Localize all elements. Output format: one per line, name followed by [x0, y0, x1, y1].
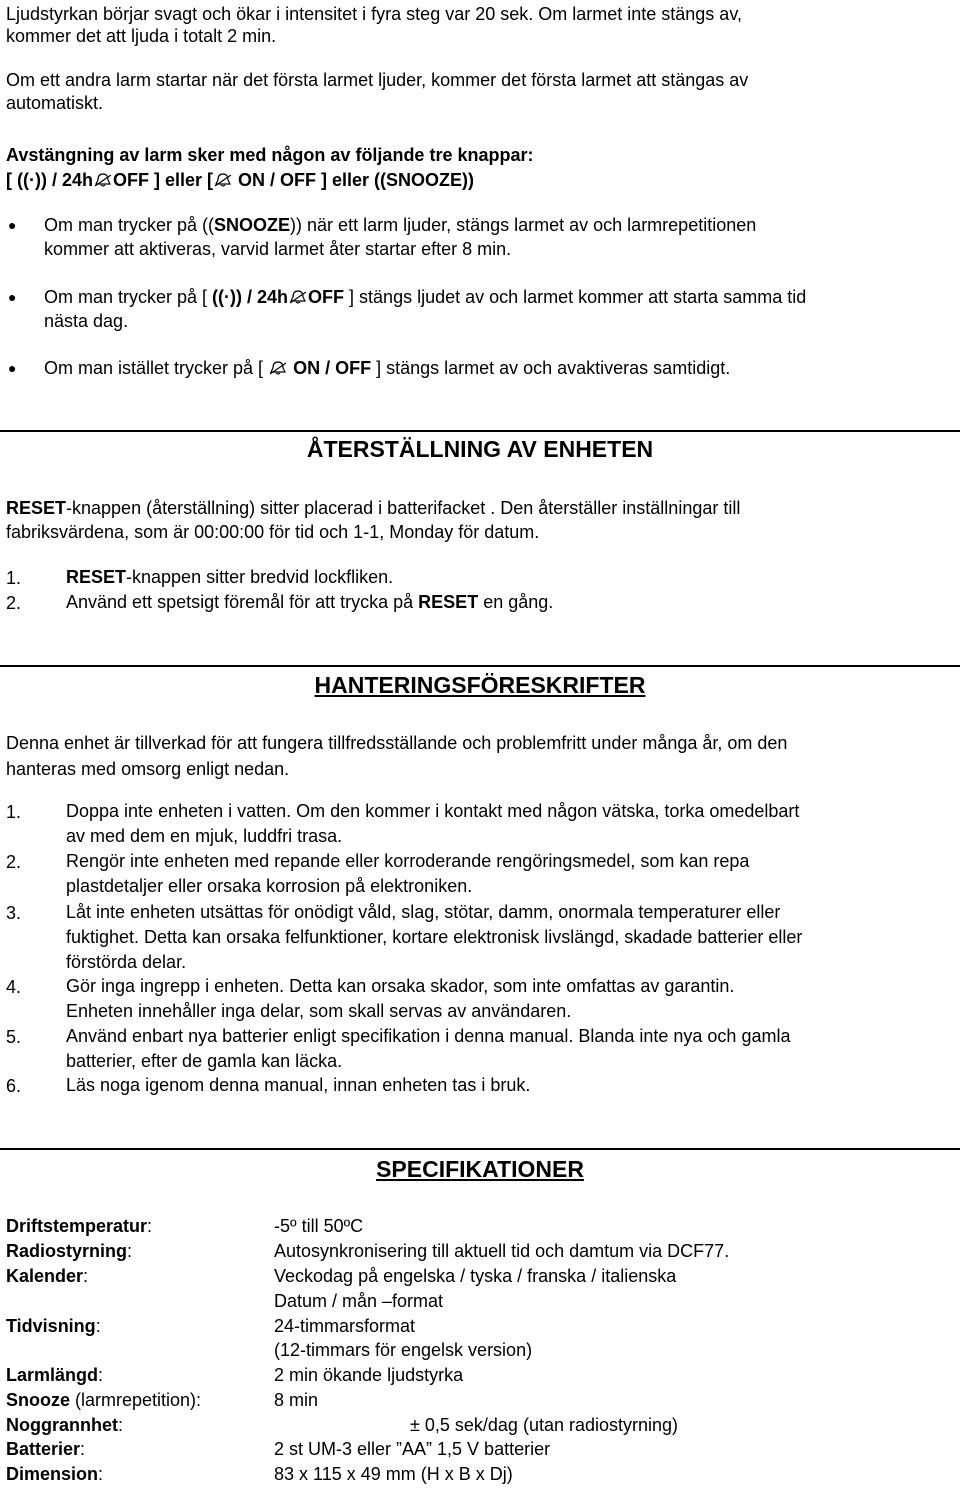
bell-icon — [93, 172, 113, 188]
list-number: 3. — [6, 903, 22, 923]
spec-label: Tidvisning: — [6, 1316, 101, 1336]
intro-line-3: Om ett andra larm startar när det första larmet ljuder, kommer det första larmet att stängas av — [6, 70, 749, 90]
reset-paragraph-line-1: RESET-knappen (återställning) sitter placerad i batterifacket . Den återställer inställningar till — [6, 498, 741, 518]
care-section-title: HANTERINGSFÖRESKRIFTER — [314, 672, 646, 698]
button-label-on-off-snooze: ON / OFF ] eller ((SNOOZE)) — [233, 170, 475, 190]
button-label-off: OFF ] eller [ — [113, 170, 214, 190]
spec-label: Kalender: — [6, 1266, 89, 1286]
spec-label: Dimension: — [6, 1464, 104, 1484]
bullet-1-line-1: Om man trycker på ((SNOOZE)) när ett larm ljuder, stängs larmet av och larmrepetitionen — [44, 215, 757, 235]
care-item-5-line-1: Använd enbart nya batterier enligt specifikation i denna manual. Blanda inte nya och gamla — [66, 1026, 791, 1046]
alarm-off-heading: Avstängning av larm sker med någon av följande tre knappar: — [6, 145, 534, 165]
bullet-1-line-2: kommer att aktiveras, varvid larmet åter startar efter 8 min. — [44, 239, 512, 259]
care-paragraph-line-2: hanteras med omsorg enligt nedan. — [6, 759, 290, 779]
specs-section-title: SPECIFIKATIONER — [376, 1156, 584, 1182]
spec-value: 83 x 115 x 49 mm (H x B x Dj) — [274, 1464, 513, 1484]
spec-label: Driftstemperatur: — [6, 1216, 153, 1236]
section-divider — [0, 1148, 960, 1150]
reset-step-2: Använd ett spetsigt föremål för att trycka på RESET en gång. — [66, 592, 554, 612]
list-number: 4. — [6, 977, 22, 997]
list-number: 2. — [6, 593, 22, 613]
bullet-3-line-1: Om man istället trycker på [ ON / OFF ] stängs larmet av och avaktiveras samtidigt. — [44, 358, 731, 378]
bell-icon — [288, 289, 308, 305]
list-number: 5. — [6, 1027, 22, 1047]
spec-value: 24-timmarsformat — [274, 1316, 416, 1336]
spec-label: Larmlängd: — [6, 1365, 104, 1385]
bell-icon — [213, 172, 233, 188]
section-divider — [0, 430, 960, 432]
intro-line-2: kommer det att ljuda i totalt 2 min. — [6, 26, 277, 46]
list-number: 1. — [6, 568, 22, 588]
spec-label: Batterier: — [6, 1439, 86, 1459]
care-item-2-line-2: plastdetaljer eller orsaka korrosion på elektroniken. — [66, 876, 473, 896]
intro-line-1: Ljudstyrkan börjar svagt och ökar i intensitet i fyra steg var 20 sek. Om larmet inte stängs av, — [6, 4, 742, 24]
care-item-6-line-1: Läs noga igenom denna manual, innan enheten tas i bruk. — [66, 1075, 531, 1095]
spec-value: Veckodag på engelska / tyska / franska / italienska — [274, 1266, 677, 1286]
spec-value: -5º till 50ºC — [274, 1216, 364, 1236]
bell-icon — [268, 360, 288, 376]
care-item-3-line-2: fuktighet. Detta kan orsaka felfunktioner, kortare elektronisk livslängd, skadade batterier eller — [66, 927, 803, 947]
care-item-4-line-1: Gör inga ingrepp i enheten. Detta kan orsaka skador, som inte omfattas av garantin. — [66, 976, 735, 996]
care-item-2-line-1: Rengör inte enheten med repande eller korroderande rengöringsmedel, som kan repa — [66, 851, 750, 871]
reset-step-1: RESET-knappen sitter bredvid lockfliken. — [66, 567, 394, 587]
button-label-24h: [ ((·)) / 24h — [6, 170, 93, 190]
spec-value: (12-timmars för engelsk version) — [274, 1340, 533, 1360]
bullet-2-line-2: nästa dag. — [44, 311, 129, 331]
alarm-off-buttons-line — [6, 168, 474, 192]
spec-value: Datum / mån –format — [274, 1291, 444, 1311]
care-item-3-line-3: förstörda delar. — [66, 952, 187, 972]
bullet-icon: ● — [8, 360, 17, 376]
care-paragraph-line-1: Denna enhet är tillverkad för att fungera tillfredsställande och problemfritt under många år, om den — [6, 733, 788, 753]
care-item-1-line-2: av med dem en mjuk, luddfri trasa. — [66, 826, 343, 846]
care-item-5-line-2: batterier, efter de gamla kan läcka. — [66, 1051, 343, 1071]
section-divider — [0, 665, 960, 667]
spec-label: Snooze (larmrepetition): — [6, 1390, 202, 1410]
bullet-icon: ● — [8, 289, 17, 305]
spec-value: 2 min ökande ljudstyrka — [274, 1365, 464, 1385]
spec-label: Noggrannhet: — [6, 1415, 124, 1435]
spec-value: ± 0,5 sek/dag (utan radiostyrning) — [410, 1415, 679, 1435]
list-number: 1. — [6, 802, 22, 822]
spec-value: 2 st UM-3 eller ”AA” 1,5 V batterier — [274, 1439, 551, 1459]
bullet-icon: ● — [8, 217, 17, 233]
bullet-2-line-1: Om man trycker på [ ((·)) / 24h OFF ] stängs ljudet av och larmet kommer att starta samma tid — [44, 287, 807, 307]
spec-value: Autosynkronisering till aktuell tid och damtum via DCF77. — [274, 1241, 730, 1261]
intro-line-4: automatiskt. — [6, 93, 104, 113]
spec-value: 8 min — [274, 1390, 319, 1410]
care-item-4-line-2: Enheten innehåller inga delar, som skall servas av användaren. — [66, 1001, 572, 1021]
care-item-3-line-1: Låt inte enheten utsättas för onödigt våld, slag, stötar, damm, onormala temperaturer eller — [66, 902, 781, 922]
spec-label: Radiostyrning: — [6, 1241, 133, 1261]
reset-paragraph-line-2: fabriksvärdena, som är 00:00:00 för tid och 1-1, Monday för datum. — [6, 522, 540, 542]
list-number: 2. — [6, 852, 22, 872]
care-item-1-line-1: Doppa inte enheten i vatten. Om den kommer i kontakt med någon vätska, torka omedelbart — [66, 801, 800, 821]
list-number: 6. — [6, 1076, 22, 1096]
reset-section-title: ÅTERSTÄLLNING AV ENHETEN — [306, 436, 654, 462]
